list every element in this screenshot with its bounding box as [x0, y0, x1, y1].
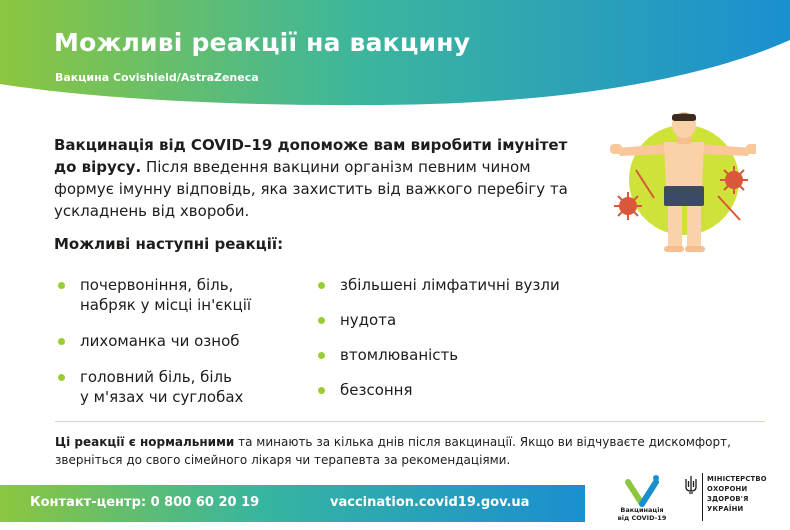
intro-bold: Вакцинація від COVID–19 допоможе вам виробити імунітет до вірусу. [54, 136, 568, 176]
bullet-icon [58, 282, 65, 289]
note-text: та минають за кілька днів після вакцинації. Якщо ви відчуваєте дискомфорт, зверніться до свого сімейного лікаря чи терапевта за рекомендаціями. [55, 435, 731, 467]
page-subtitle: Вакцина Covishield/AstraZeneca [55, 71, 259, 84]
note-bold: Ці реакції є нормальними [55, 435, 235, 449]
ministry-name: МІНІСТЕРСТВО ОХОРОНИ ЗДОРОВ'Я УКРАЇНИ [707, 475, 767, 513]
reactions-heading: Можливі наступні реакції: [54, 235, 284, 253]
bullet-icon [318, 282, 325, 289]
reactions-list-right [318, 275, 598, 415]
ukraine-trident-icon [684, 475, 698, 495]
list-item: лихоманка чи озноб [58, 331, 308, 351]
emblem-divider [702, 473, 703, 521]
page-title: Можливі реакції на вакцину [54, 28, 471, 57]
logo-caption: Вакцинація від COVID-19 [617, 506, 667, 522]
bullet-icon [58, 338, 65, 345]
virus-icon [614, 192, 642, 220]
header-banner [0, 0, 790, 115]
virus-icon [720, 166, 748, 194]
list-item: втомлюваність [318, 345, 598, 365]
note-paragraph [55, 433, 775, 469]
list-item: безсоння [318, 380, 598, 400]
intro-text: Після введення вакцини організм певним чином формує імунну відповідь, яка захистить від важкого перебігу та ускладнень від хвороби. [54, 158, 568, 220]
list-item: головний біль, біль у м'язах чи суглобах [58, 367, 308, 407]
list-item: почервоніння, біль, набряк у місці ін'єкції [58, 275, 308, 315]
reactions-list-left [58, 275, 308, 423]
list-item: збільшені лімфатичні вузли [318, 275, 598, 295]
divider [55, 421, 765, 422]
list-item: нудота [318, 310, 598, 330]
bullet-icon [318, 352, 325, 359]
header-wave-background [0, 0, 790, 115]
intro-paragraph [54, 134, 594, 222]
person-illustration [606, 108, 756, 258]
contact-center: Контакт-центр: 0 800 60 20 19 [30, 495, 260, 510]
bullet-icon [58, 374, 65, 381]
footer-bar [0, 485, 585, 522]
bullet-icon [318, 387, 325, 394]
bullet-icon [318, 317, 325, 324]
website-link[interactable]: vaccination.covid19.gov.ua [330, 495, 530, 510]
